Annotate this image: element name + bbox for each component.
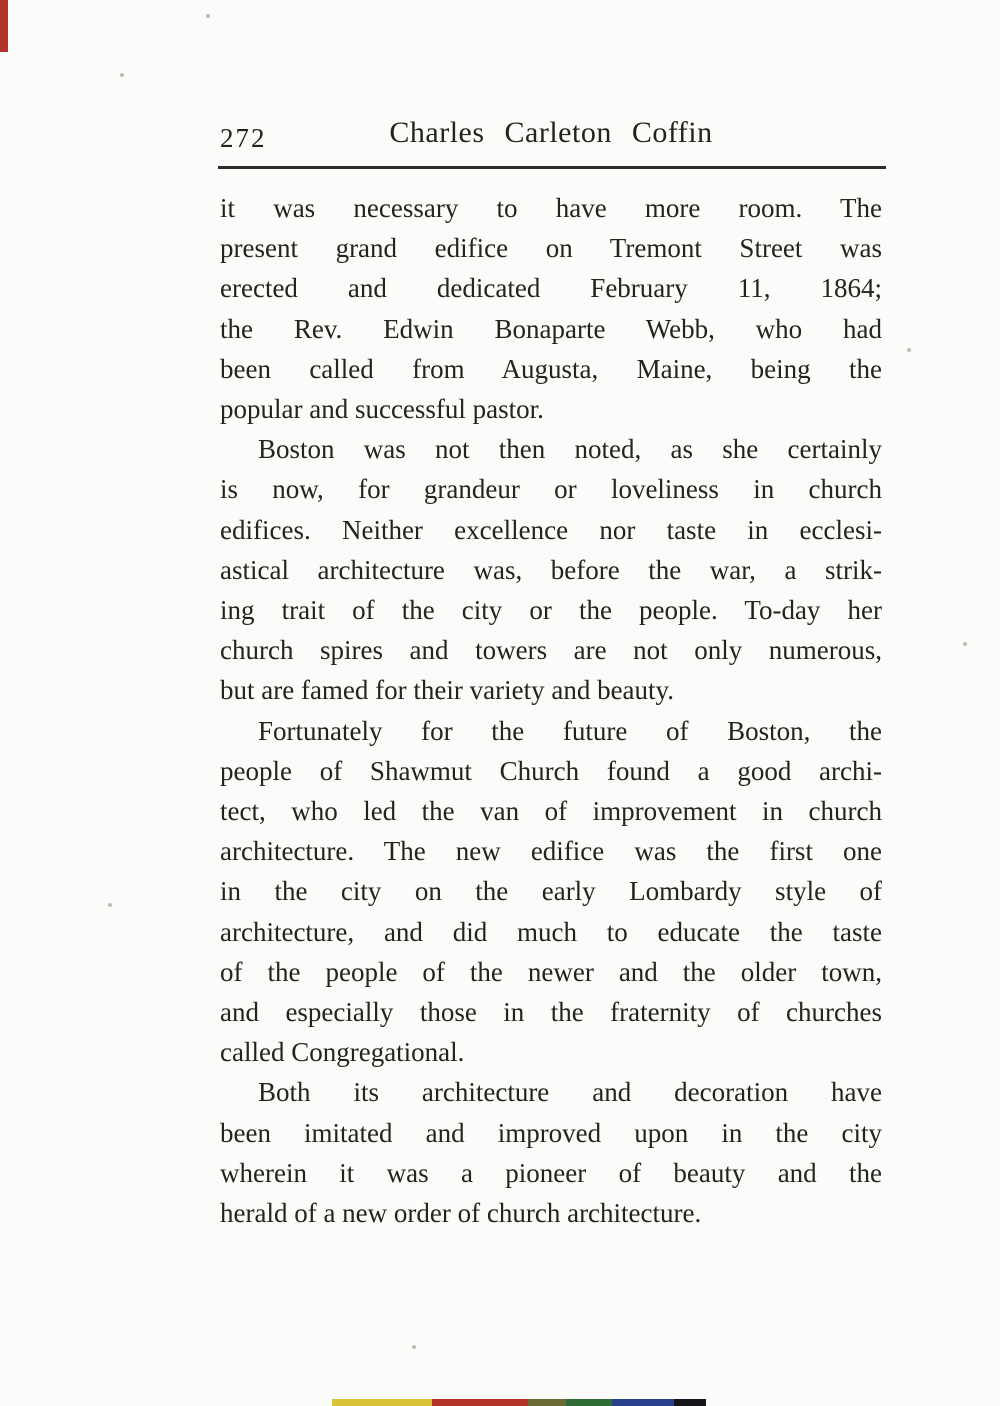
text-line: people of Shawmut Church found a good archi- [220,755,882,786]
text-line: Boston was not then noted, as she certainly [258,434,882,465]
text-line: wherein it was a pioneer of beauty and the [220,1157,882,1188]
text-line: astical architecture was, before the war, a strik- [220,554,882,585]
scan-speck [108,903,112,907]
scan-artifact-corner-mark [0,0,8,52]
text-line: it was necessary to have more room. The [220,193,882,223]
text-line: architecture, and did much to educate the taste [220,916,882,947]
text-line: architecture. The new edifice was the first one [220,836,882,867]
text-line: and especially those in the fraternity of churches [220,997,882,1028]
text-line: church spires and towers are not only numerous, [220,635,882,666]
text-line: Fortunately for the future of Boston, the [258,715,882,746]
page-number: 272 [220,123,267,153]
text-line: popular and successful pastor. [220,394,544,425]
scan-strip-segment [432,1399,528,1406]
text-line: tect, who led the van of improvement in church [220,796,882,827]
text-line: called Congregational. [220,1037,465,1068]
header-rule [218,166,886,169]
scan-speck [412,1345,416,1349]
text-line: herald of a new order of church architecture. [220,1198,702,1229]
text-line: in the city on the early Lombardy style of [220,876,882,907]
scan-strip-segment [612,1399,674,1406]
text-line: the Rev. Edwin Bonaparte Webb, who had [220,313,882,344]
text-line: been imitated and improved upon in the city [220,1117,882,1148]
paragraph [220,1072,882,1233]
text-line: Both its architecture and decoration have [258,1077,882,1108]
paragraph [220,711,882,1073]
scan-color-strip [332,1399,706,1406]
running-header-title: Charles Carleton Coffin [389,116,713,149]
text-line: but are famed for their variety and beauty. [220,675,675,706]
scan-speck [206,14,210,18]
text-line: edifices. Neither excellence nor taste in ecclesi- [220,514,882,545]
text-line: been called from Augusta, Maine, being the [220,353,882,384]
text-line: of the people of the newer and the older town, [220,956,882,987]
text-block [220,188,882,1233]
text-line: is now, for grandeur or loveliness in church [220,474,882,505]
text-line: ing trait of the city or the people. To-day her [220,595,882,626]
page-header [218,114,884,160]
paragraph [220,429,882,710]
scan-speck [907,348,911,352]
text-line: present grand edifice on Tremont Street was [220,233,882,264]
scan-speck [963,642,967,646]
scan-speck [120,73,124,77]
scan-strip-segment [674,1399,706,1406]
text-line: erected and dedicated February 11, 1864; [220,273,882,304]
scan-strip-segment [566,1399,612,1406]
scan-strip-segment [332,1399,432,1406]
paragraph [220,188,882,429]
scan-strip-segment [528,1399,566,1406]
